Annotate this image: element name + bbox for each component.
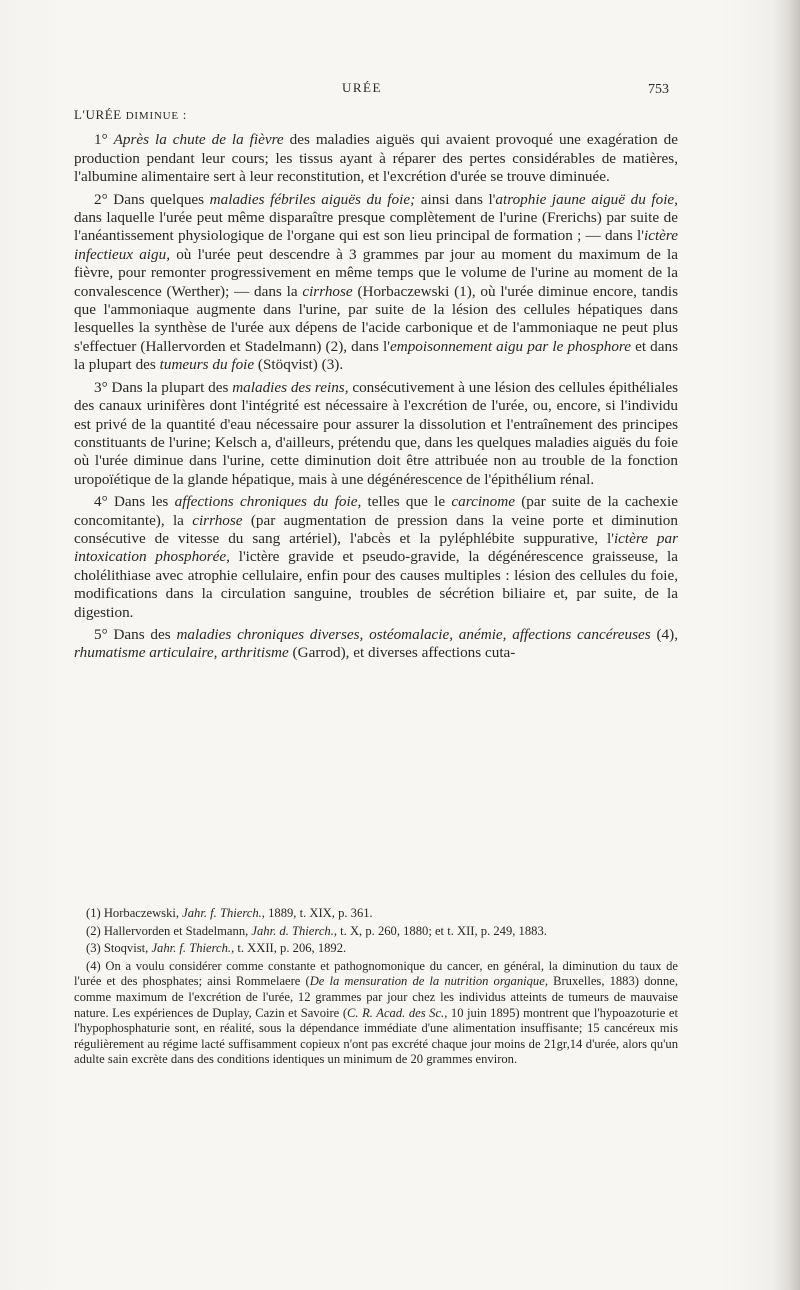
footnote-3: (3) Stoqvist, Jahr. f. Thierch., t. XXII, p. 206, 1892. <box>86 941 347 956</box>
paragraph-1: 1° Après la chute de la fièvre des maladies aiguës qui avaient provoqué une exagération de production pendant leur cours; les tissus ayant à réparer des pertes considérables de matières, l'albumine alimentaire sert à leur reconstitution, et l'excrétion d'urée se trouve diminuée. <box>74 131 678 186</box>
footnote-4: (4) On a voulu considérer comme constante et pathognomonique du cancer, en général, la diminution du taux de l'urée et des phosphates; ainsi Rommelaere (De la mensuration de la nutrition organique, Bruxelles, 1883) donne, comme maximum de l'excrétion de l'urée, 12 grammes par jour chez les individus atteints de tumeurs de mauvaise nature. Les expériences de Duplay, Cazin et Savoire (C. R. Acad. des Sc., 10 juin 1895) montrent que l'hypoazoturie et l'hypophosphaturie sont, en réalité, sous la dépendance immédiate d'une alimentation insuffisante; 15 cancéreux mis régulièrement au régime lacté suffisamment copieux n'ont pas excrété chaque jour moins de 21gr,14 d'urée, alors qu'un adulte sain excrète dans des conditions identiques un minimum de 20 grammes environ. <box>74 958 678 1067</box>
footnote-1: (1) Horbaczewski, Jahr. f. Thierch., 1889, t. XIX, p. 361. <box>86 906 373 920</box>
main-text <box>74 106 678 667</box>
page-number: 753 <box>648 82 669 97</box>
paragraph-3: 3° Dans la plupart des maladies des reins, consécutivement à une lésion des cellules épithéliales des canaux urinifères dont l'intégrité est nécessaire à l'excrétion de l'urée, ou, encore, si l'individu est privé de la quantité d'eau nécessaire pour assurer la dissolution et l'entraînement des principes constituants de l'urine; Kelsch a, d'ailleurs, prétendu que, dans les quelques maladies aiguës du foie où l'urée diminue dans l'urine, cette diminution doit être attribuée non au trouble de la fonction uropoïétique de la glande hépatique, mais à une dégénérescence de l'épithélium rénal. <box>74 378 679 488</box>
footnote-2: (2) Hallervorden et Stadelmann, Jahr. d. Thierch., t. X, p. 260, 1880; et t. XII, p. 249, 1883. <box>86 923 547 938</box>
page-gutter-shadow <box>772 0 800 1290</box>
footnotes <box>74 906 678 1070</box>
paragraph-2: 2° Dans quelques maladies fébriles aiguës du foie; ainsi dans l'atrophie jaune aiguë du foie, dans laquelle l'urée peut même disparaître presque complètement de l'urine (Frerichs) par suite de l'anéantissement physiologique de l'organe qui est son lieu principal de formation ; — dans l'ictère infectieux aigu, où l'urée peut descendre à 3 grammes par jour au moment du maximum de la fièvre, pour remonter progressivement en même temps que le volume de l'urine au moment de la convalescence (Werther); — dans la cirrhose (Horbaczewski (1), où l'urée diminue encore, tandis que l'ammoniaque augmente dans l'urine, par suite de la lésion des cellules hépatiques dans lesquelles la synthèse de l'urée aux dépens de l'acide carbonique et de l'ammoniaque ne peut plus s'effectuer (Hallervorden et Stadelmann) (2), dans l'empoisonnement aigu par le phosphore et dans la plupart des tumeurs du foie (Stöqvist) (3). <box>74 190 678 374</box>
paragraph-4: 4° Dans les affections chroniques du foie, telles que le carcinome (par suite de la cachexie concomitante), la cirrhose (par augmentation de pression dans la veine porte et diminution consécutive de vitesse du sang artériel), l'abcès et la pyléphlébite suppurative, l'ictère par intoxication phosphorée, l'ictère gravide et pseudo-gravide, la dégénérescence graisseuse, la cholélithiase avec atrophie cellulaire, enfin pour des causes multiples : lésion des cellules du foie, modifications dans la circulation sanguine, troubles de sécrétion biliaire et, par suite, de la digestion. <box>74 493 678 621</box>
running-title: URÉE <box>342 80 382 95</box>
running-head <box>0 80 800 100</box>
paragraph-5: 5° Dans des maladies chroniques diverses, ostéomalacie, anémie, affections cancéreuses (4), rhumatisme articulaire, arthritisme (Garrod), et diverses affections cuta- <box>74 625 678 662</box>
section-heading: L'URÉE DIMINUE : <box>74 107 188 122</box>
